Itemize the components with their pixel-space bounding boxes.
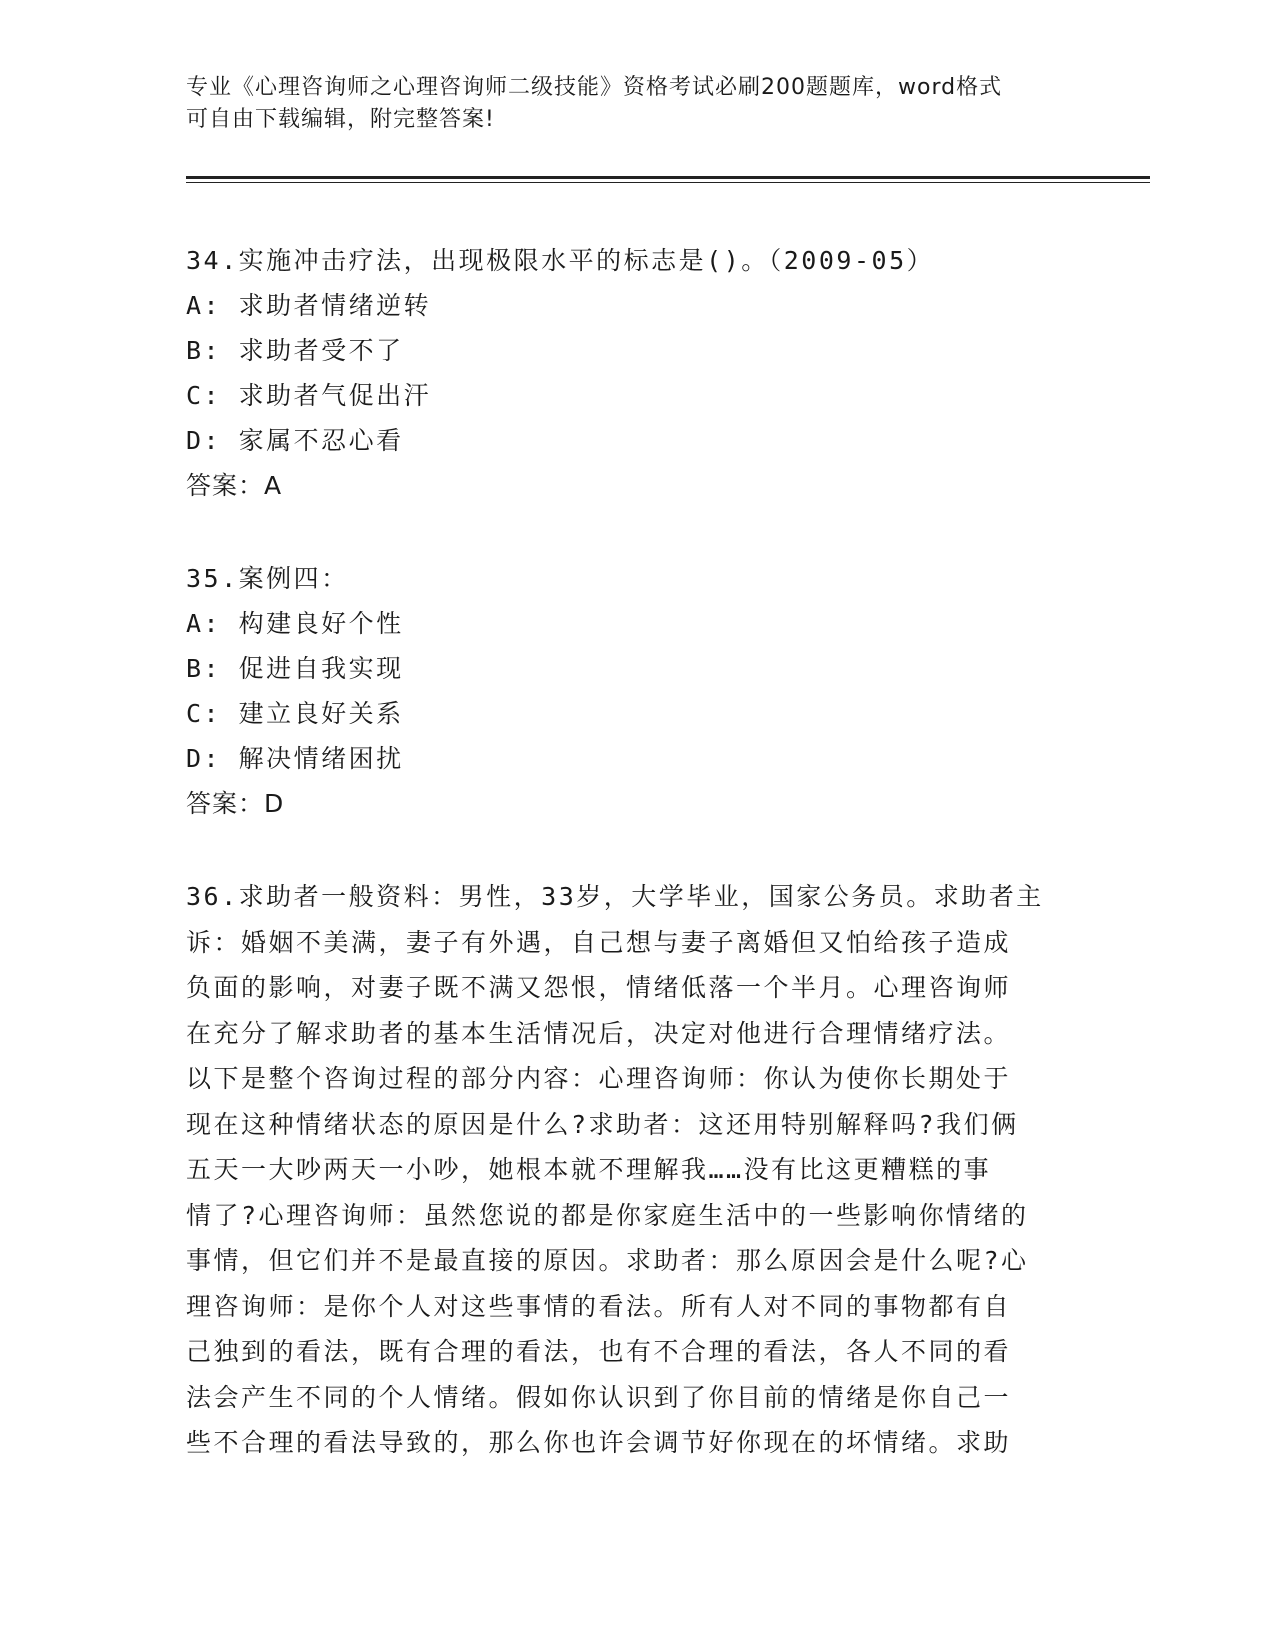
document-body: [186, 238, 1086, 1466]
answer: 答案：A: [186, 471, 283, 500]
option-c: C: 建立良好关系: [186, 699, 404, 728]
option-c: C: 求助者气促出汗: [186, 381, 432, 410]
case-line: 五天一大吵两天一小吵，她根本就不理解我……没有比这更糟糕的事: [186, 1155, 992, 1184]
header-line-2: 可自由下载编辑，附完整答案!: [186, 107, 495, 132]
option-d: D: 解决情绪困扰: [186, 744, 404, 773]
header-rule-thick: [186, 176, 1150, 179]
case-line: 负面的影响，对妻子既不满又怨恨，情绪低落一个半月。心理咨询师: [186, 973, 1012, 1002]
answer: 答案：D: [186, 789, 285, 818]
case-line: 36.求助者一般资料：男性，33岁，大学毕业，国家公务员。求助者主: [186, 882, 1044, 911]
question-34: [186, 238, 1086, 508]
option-d: D: 家属不忍心看: [186, 426, 404, 455]
case-line: 在充分了解求助者的基本生活情况后，决定对他进行合理情绪疗法。: [186, 1018, 1012, 1048]
question-stem: 34.实施冲击疗法，出现极限水平的标志是()。（2009-05）: [186, 246, 935, 275]
question-stem: 35.案例四：: [186, 564, 349, 593]
case-line: 些不合理的看法导致的，那么你也许会调节好你现在的坏情绪。求助: [186, 1428, 1012, 1457]
document-header: [186, 72, 1086, 136]
case-line: 理咨询师：是你个人对这些事情的看法。所有人对不同的事物都有自: [186, 1291, 1012, 1321]
option-b: B: 求助者受不了: [186, 336, 404, 365]
option-a: A: 求助者情绪逆转: [186, 291, 432, 320]
case-line: 情了?心理咨询师：虽然您说的都是你家庭生活中的一些影响你情绪的: [186, 1200, 1029, 1230]
case-line: 以下是整个咨询过程的部分内容：心理咨询师：你认为使你长期处于: [186, 1064, 1012, 1093]
case-line: 诉：婚姻不美满，妻子有外遇，自己想与妻子离婚但又怕给孩子造成: [186, 927, 1012, 957]
case-line: 法会产生不同的个人情绪。假如你认识到了你目前的情绪是你自己一: [186, 1382, 1012, 1412]
question-35: [186, 556, 1086, 826]
option-b: B: 促进自我实现: [186, 654, 404, 683]
option-a: A: 构建良好个性: [186, 609, 404, 638]
question-36-case: [186, 874, 1066, 1466]
header-line-1: 专业《心理咨询师之心理咨询师二级技能》资格考试必刷200题题库，word格式: [186, 75, 1003, 100]
case-line: 现在这种情绪状态的原因是什么?求助者：这还用特别解释吗?我们俩: [186, 1109, 1019, 1139]
case-line: 己独到的看法，既有合理的看法，也有不合理的看法，各人不同的看: [186, 1337, 1012, 1366]
case-line: 事情，但它们并不是最直接的原因。求助者：那么原因会是什么呢?心: [186, 1246, 1029, 1275]
header-rule-thin: [186, 182, 1150, 183]
